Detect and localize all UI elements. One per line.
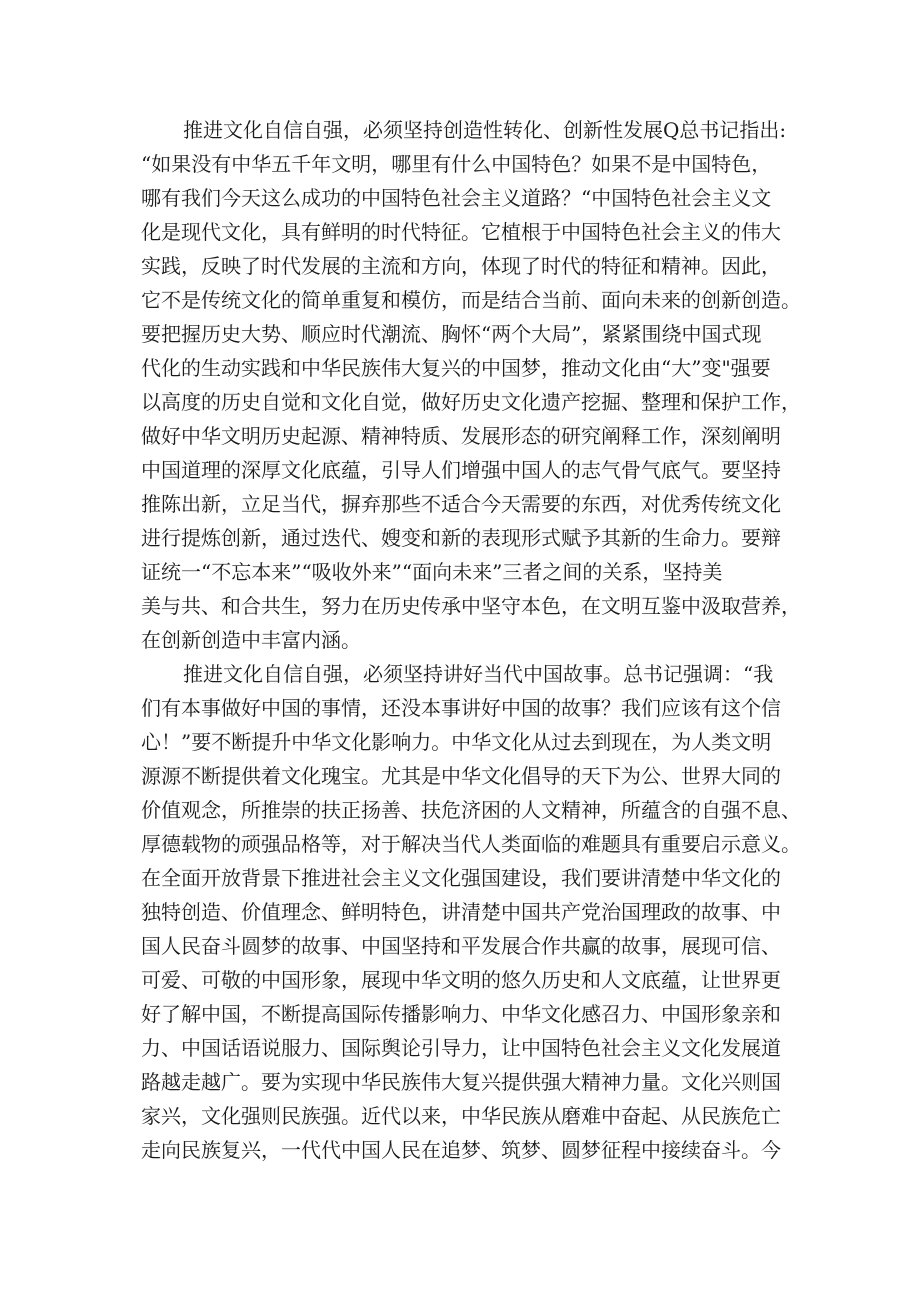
text-line: 哪有我们今天这么成功的中国特色社会主义道路？“中国特色社会主义文 xyxy=(141,186,772,210)
document-body xyxy=(141,113,801,1167)
text-line: 力、中国话语说服力、国际舆论引导力，让中国特色社会主义文化发展道 xyxy=(141,1036,781,1060)
text-line: 独特创造、价值理念、鲜明特色，讲清楚中国共产党治国理政的故事、中 xyxy=(141,900,781,924)
text-line: 化是现代文化，具有鲜明的时代特征。它植根于中国特色社会主义的伟大 xyxy=(141,220,781,244)
text-line: 推进文化自信自强，必须坚持讲好当代中国故事。总书记强调：“我 xyxy=(183,662,774,686)
text-line: 要把握历史大势、顺应时代潮流、胸怀“两个大局”，紧紧围绕中国式现 xyxy=(141,322,762,346)
text-line: 源源不断提供着文化瑰宝。尤其是中华文化倡导的天下为公、世界大同的 xyxy=(141,764,781,788)
text-line: 美与共、和合共生，努力在历史传承中坚守本色，在文明互鉴中汲取营养， xyxy=(141,594,801,618)
text-line: 推陈出新，立足当代，摒弃那些不适合今天需要的东西，对优秀传统文化 xyxy=(141,492,781,516)
text-line: 价值观念，所推崇的扶正扬善、扶危济困的人文精神，所蕴含的自强不息、 xyxy=(141,798,801,822)
paragraph-2 xyxy=(141,657,801,1167)
text-line: 心！”要不断提升中华文化影响力。中华文化从过去到现在，为人类文明 xyxy=(141,730,772,754)
text-line: 路越走越广。要为实现中华民族伟大复兴提供强大精神力量。文化兴则国 xyxy=(141,1070,781,1094)
text-line: 证统一“不忘本来”“吸收外来”“面向未来”三者之间的关系，坚持美 xyxy=(141,560,723,584)
text-line: 进行提炼创新，通过迭代、嫂变和新的表现形式赋予其新的生命力。要辩 xyxy=(141,526,781,550)
text-line: 中国道理的深厚文化底蕴，引导人们增强中国人的志气骨气底气。要坚持 xyxy=(141,458,781,482)
text-line: 们有本事做好中国的事情，还没本事讲好中国的故事？我们应该有这个信 xyxy=(141,696,781,720)
text-line: 代化的生动实践和中华民族伟大复兴的中国梦，推动文化由“大”变"强要 xyxy=(141,356,771,380)
text-line: 厚德载物的顽强品格等，对于解决当代人类面临的难题具有重要启示意义。 xyxy=(141,832,801,856)
text-line: 走向民族复兴，一代代中国人民在追梦、筑梦、圆梦征程中接续奋斗。今 xyxy=(141,1138,781,1162)
text-line: 以高度的历史自觉和文化自觉，做好历史文化遗产挖掘、整理和保护工作， xyxy=(141,390,801,414)
text-line: 它不是传统文化的简单重复和模仿，而是结合当前、面向未来的创新创造。 xyxy=(141,288,801,312)
text-line: 好了解中国，不断提高国际传播影响力、中华文化感召力、中国形象亲和 xyxy=(141,1002,781,1026)
text-line: 做好中华文明历史起源、精神特质、发展形态的研究阐释工作，深刻阐明 xyxy=(141,424,781,448)
text-line: 家兴，文化强则民族强。近代以来，中华民族从磨难中奋起、从民族危亡 xyxy=(141,1104,781,1128)
text-line: 实践，反映了时代发展的主流和方向，体现了时代的特征和精神。因此， xyxy=(141,254,781,278)
paragraph-1 xyxy=(141,113,801,657)
text-line: 可爱、可敬的中国形象，展现中华文明的悠久历史和人文底蕴，让世界更 xyxy=(141,968,781,992)
text-line: 在全面开放背景下推进社会主义文化强国建设，我们要讲清楚中华文化的 xyxy=(141,866,781,890)
text-line: 国人民奋斗圆梦的故事、中国坚持和平发展合作共赢的故事，展现可信、 xyxy=(141,934,781,958)
text-line: 在创新创造中丰富内涵。 xyxy=(141,628,361,652)
text-line: 推进文化自信自强，必须坚持创造性转化、创新性发展Q总书记指出: xyxy=(183,118,787,142)
text-line: “如果没有中华五千年文明，哪里有什么中国特色？如果不是中国特色， xyxy=(141,152,772,176)
